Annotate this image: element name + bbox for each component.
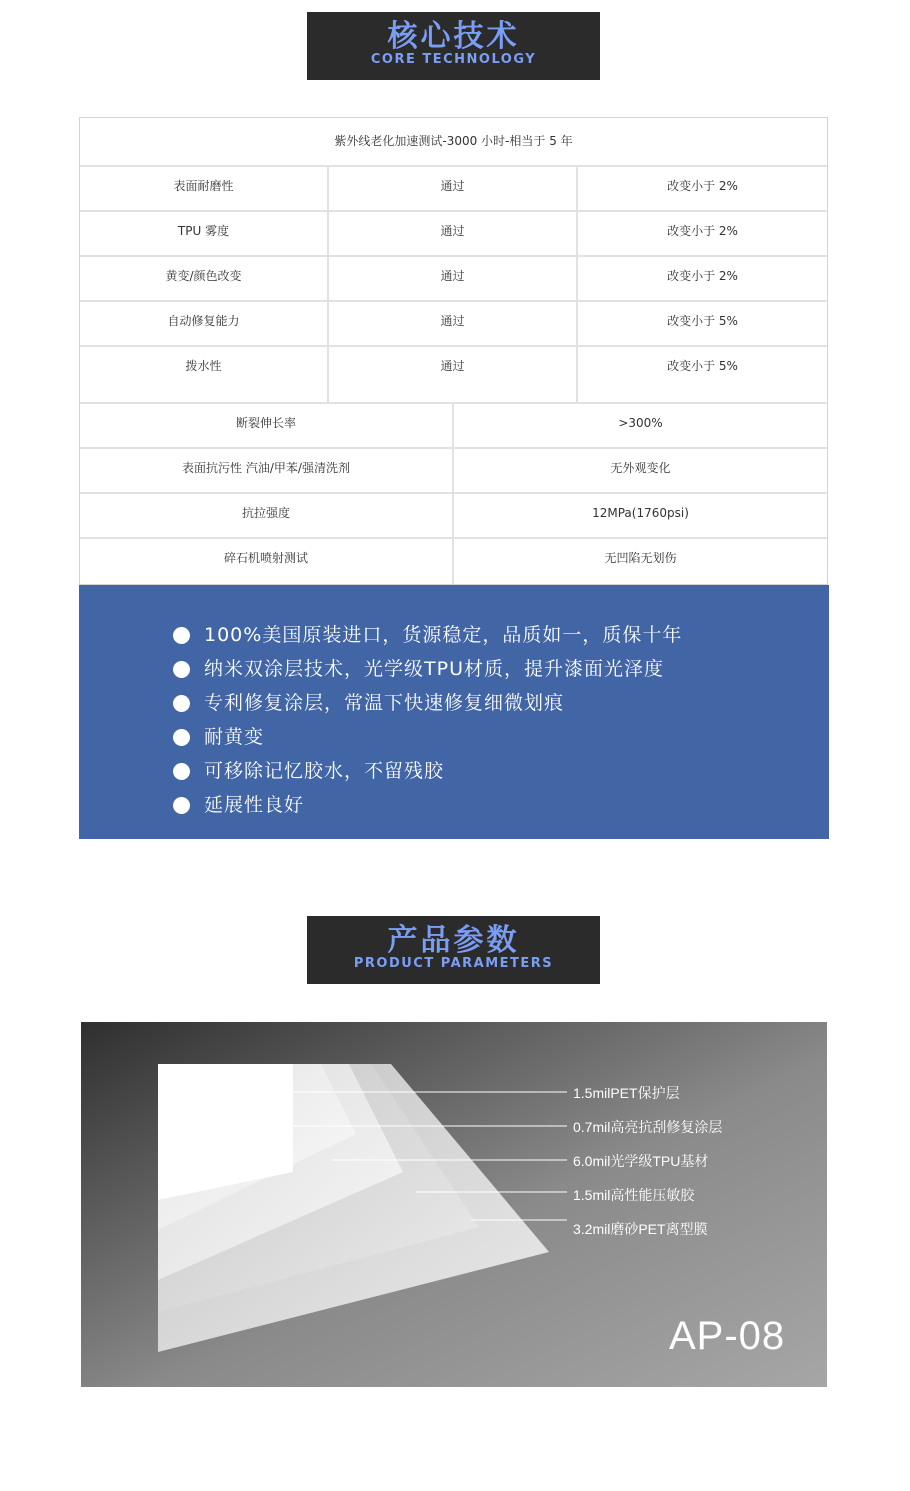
table-cell: >300% bbox=[454, 404, 827, 449]
table-cell: 表面抗污性 汽油/甲苯/强清洗剂 bbox=[80, 449, 454, 494]
table-cell: 通过 bbox=[329, 257, 578, 302]
table-cell: 拨水性 bbox=[80, 347, 329, 404]
table-cell: 抗拉强度 bbox=[80, 494, 454, 539]
list-item: 延展性良好 bbox=[173, 790, 682, 824]
table-cell: 改变小于 5% bbox=[578, 302, 827, 347]
bullet-icon bbox=[173, 661, 190, 678]
table-cell: 碎石机喷射测试 bbox=[80, 539, 454, 584]
table-cell: 断裂伸长率 bbox=[80, 404, 454, 449]
table-header: 紫外线老化加速测试-3000 小时-相当于 5 年 bbox=[80, 118, 827, 167]
list-item: 纳米双涂层技术，光学级TPU材质，提升漆面光泽度 bbox=[173, 654, 682, 688]
layer-label: 6.0mil光学级TPU基材 bbox=[573, 1153, 709, 1169]
table-cell: 无外观变化 bbox=[454, 449, 827, 494]
bullet-icon bbox=[173, 797, 190, 814]
table-cell: 通过 bbox=[329, 302, 578, 347]
section-title-cn: 产品参数 bbox=[387, 923, 520, 958]
table-cell: 黄变/颜色改变 bbox=[80, 257, 329, 302]
list-item: 可移除记忆胶水，不留残胶 bbox=[173, 756, 682, 790]
table-cell: 自动修复能力 bbox=[80, 302, 329, 347]
features-list bbox=[173, 620, 682, 824]
layer-label: 1.5mil高性能压敏胶 bbox=[573, 1187, 695, 1203]
layer-label: 0.7mil高亮抗刮修复涂层 bbox=[573, 1119, 723, 1135]
table-cell: 改变小于 2% bbox=[578, 167, 827, 212]
table-cell: 改变小于 2% bbox=[578, 212, 827, 257]
table-cell: 通过 bbox=[329, 212, 578, 257]
section-title-cn: 核心技术 bbox=[387, 19, 520, 54]
bullet-icon bbox=[173, 627, 190, 644]
bullet-icon bbox=[173, 729, 190, 746]
model-number: AP-08 bbox=[669, 1314, 786, 1358]
table-cell: 12MPa(1760psi) bbox=[454, 494, 827, 539]
table-cell: 改变小于 2% bbox=[578, 257, 827, 302]
core-technology-banner bbox=[307, 12, 600, 80]
section-title-en: PRODUCT PARAMETERS bbox=[353, 956, 554, 971]
table-cell: 通过 bbox=[329, 167, 578, 212]
table-cell: TPU 雾度 bbox=[80, 212, 329, 257]
features-panel bbox=[79, 585, 829, 839]
table-cell: 通过 bbox=[329, 347, 578, 404]
list-item: 专利修复涂层，常温下快速修复细微划痕 bbox=[173, 688, 682, 722]
section-title-en: CORE TECHNOLOGY bbox=[370, 52, 537, 67]
table-cell: 无凹陷无划伤 bbox=[604, 551, 677, 565]
list-item: 100%美国原装进口，货源稳定，品质如一，质保十年 bbox=[173, 620, 682, 654]
table-cell: 表面耐磨性 bbox=[80, 167, 329, 212]
table-cell: 改变小于 5% bbox=[578, 347, 827, 404]
bullet-icon bbox=[173, 763, 190, 780]
layer-label: 3.2mil磨砂PET离型膜 bbox=[573, 1221, 708, 1237]
bullet-icon bbox=[173, 695, 190, 712]
list-item: 耐黄变 bbox=[173, 722, 682, 756]
film-layer-diagram bbox=[81, 1022, 827, 1387]
layer-label: 1.5milPET保护层 bbox=[573, 1085, 680, 1101]
test-results-table bbox=[79, 117, 828, 585]
product-parameters-banner bbox=[307, 916, 600, 984]
